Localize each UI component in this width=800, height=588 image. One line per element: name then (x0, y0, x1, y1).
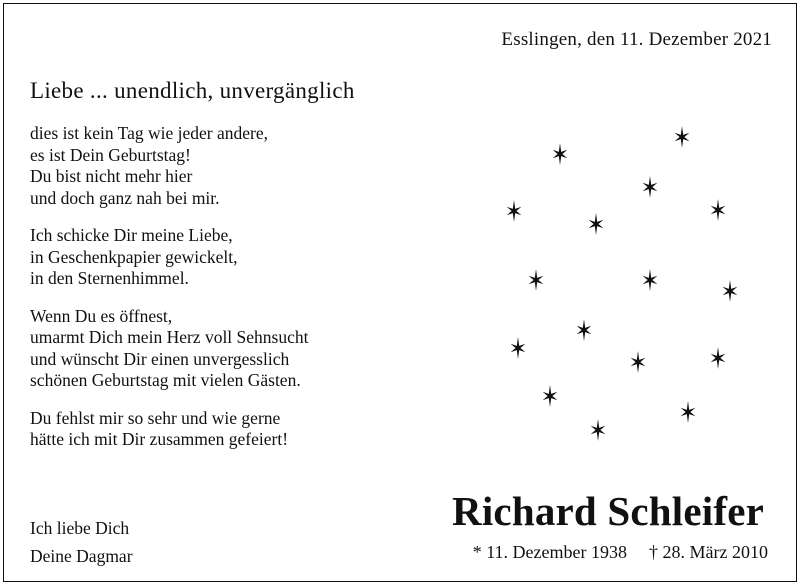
poem-line: in den Sternenhimmel. (30, 268, 189, 288)
stanza (30, 123, 420, 209)
poem-line: in Geschenkpapier gewickelt, (30, 246, 238, 267)
signoff-signature: Deine Dagmar (30, 546, 133, 566)
star-icon (643, 176, 658, 198)
star-icon (553, 143, 568, 165)
stanza (30, 408, 420, 451)
poem-line: und doch ganz nah bei mir. (30, 187, 220, 208)
poem-line: umarmt Dich mein Herz voll Sehnsucht (30, 327, 309, 347)
star-icon (591, 419, 606, 441)
star-icon (507, 200, 522, 222)
star-icon (643, 269, 658, 291)
signoff-line: Ich liebe Dich (30, 518, 130, 538)
star-field (494, 114, 754, 454)
birth-date: * 11. Dezember 1938 (472, 542, 628, 562)
poem-line: es ist Dein Geburtstag! (30, 144, 191, 165)
poem-line: hätte ich mit Dir zusammen gefeiert! (30, 429, 289, 449)
signoff (30, 514, 133, 570)
stanza (30, 225, 420, 290)
poem-line: Wenn Du es öffnest, (30, 305, 173, 326)
poem-line: Du fehlst mir so sehr und wie gerne (30, 407, 281, 428)
death-date: † 28. März 2010 (649, 542, 768, 562)
deceased-name: Richard Schleifer (452, 488, 764, 534)
poem-line: Ich schicke Dir meine Liebe, (30, 225, 233, 245)
star-icon (675, 126, 690, 148)
poem-line: dies ist kein Tag wie jeder andere, (30, 123, 269, 143)
star-icon (577, 319, 592, 341)
poem-line: schönen Geburtstag mit vielen Gästen. (30, 370, 301, 390)
star-icon (711, 347, 726, 369)
star-icon (511, 337, 526, 359)
poem-line: Du bist nicht mehr hier (30, 166, 193, 186)
life-dates (473, 542, 768, 563)
poem-line: und wünscht Dir einen unvergesslich (30, 348, 290, 369)
poem (30, 123, 420, 467)
star-icon (529, 269, 544, 291)
place-date: Esslingen, den 11. Dezember 2021 (501, 29, 772, 50)
obituary-card (3, 3, 797, 582)
stanza (30, 306, 420, 392)
star-icon (631, 351, 646, 373)
star-icon (543, 385, 558, 407)
star-icon (711, 199, 726, 221)
star-icon (723, 280, 738, 302)
poem-heading: Liebe ... unendlich, unvergänglich (30, 78, 355, 103)
star-icon (681, 401, 696, 423)
star-icon (589, 213, 604, 235)
